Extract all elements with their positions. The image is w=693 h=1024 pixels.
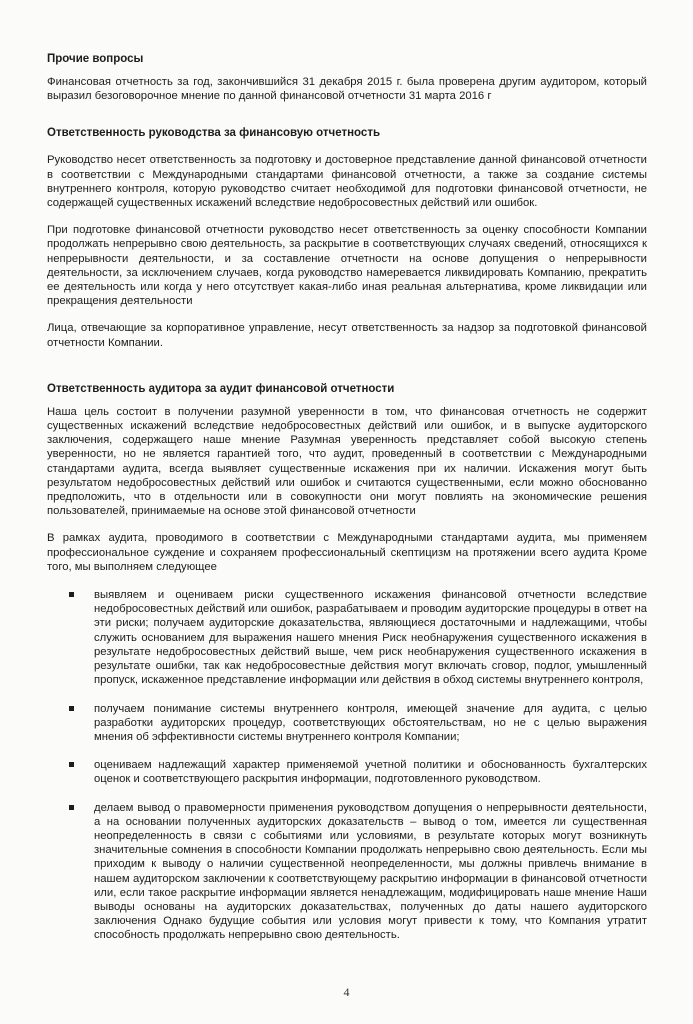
paragraph-governance-oversight: Лица, отвечающие за корпоративное управление, несут ответственность за надзор за подготовкой финансовой отчетности Компании. bbox=[47, 322, 647, 349]
list-item bbox=[47, 588, 647, 687]
bullet-square-icon bbox=[69, 762, 74, 767]
section-heading-auditor-responsibility: Ответственность аудитора за аудит финансовой отчетности bbox=[47, 382, 395, 395]
section-heading-other-matters: Прочие вопросы bbox=[47, 53, 144, 65]
list-item bbox=[47, 801, 647, 943]
document-body bbox=[47, 52, 647, 957]
paragraph-reasonable-assurance: Наша цель состоит в получении разумной уверенности в том, что финансовая отчетность не содержит существенных искажений вследствие недобросовестных действий или ошибок, и в выпуске аудиторского заключения, содержащего наше мнение Разумная уверенность представляет собой высокую степень уверенности, но не является гарантией того, что аудит, проведенный в соответствии с Международными стандартами аудита, всегда выявляет существенные искажения при их наличии. Искажения могут быть результатом недобросовестных действий или ошибок и считаются существенными, если можно обоснованно предположить, что в отдельности или в совокупности они могут повлиять на экономические решения пользователей, принимаемые на основе этой финансовой отчетности bbox=[47, 405, 647, 518]
bullet-square-icon bbox=[69, 706, 74, 711]
bullet-square-icon bbox=[69, 592, 74, 597]
list-item-text: делаем вывод о правомерности применения руководством допущения о непрерывности деятельности, а на основании полученных аудиторских доказательств – вывод о том, имеется ли существенная неопределенность в связи с событиями или условиями, в результате которых могут возникнуть значительные сомнения в способности Компании продолжать непрерывно свою деятельность. Если мы приходим к выводу о наличии существенной неопределенности, мы должны привлечь внимание в нашем аудиторском заключении к соответствующему раскрытию информации в финансовой отчетности или, если такое раскрытие информации является ненадлежащим, модифицировать наше мнение Наши выводы основаны на аудиторских доказательствах, полученных до даты нашего аудиторского заключения Однако будущие события или условия могут привести к тому, что Компания утратит способность продолжать непрерывно свою деятельность. bbox=[94, 801, 647, 942]
list-item-text: оцениваем надлежащий характер применяемой учетной политики и обоснованность бухгалтерских оценок и соответствующего раскрытия информации, подготовленного руководством. bbox=[94, 759, 647, 786]
paragraph-management-preparation: Руководство несет ответственность за подготовку и достоверное представление данной финансовой отчетности в соответствии с Международными стандартами финансовой отчетности, а также за создание системы внутреннего контроля, которую руководство считает необходимой для подготовки финансовой отчетности, не содержащей существенных искажений вследствие недобросовестных действий или ошибок. bbox=[47, 154, 647, 210]
list-item-text: получаем понимание системы внутреннего контроля, имеющей значение для аудита, с целью разработки аудиторских процедур, соответствующих обстоятельствам, но не с целью выражения мнения об эффективности системы внутреннего контроля Компании; bbox=[94, 702, 647, 743]
paragraph-professional-judgement: В рамках аудита, проводимого в соответствии с Международными стандартами аудита, мы применяем профессиональное суждение и сохраняем профессиональный скептицизм на протяжении всего аудита Кроме того, мы выполняем следующее bbox=[47, 532, 647, 573]
paragraph-prior-audit: Финансовая отчетность за год, закончившийся 31 декабря 2015 г. была проверена другим аудитором, который выразил безоговорочное мнение по данной финансовой отчетности 31 марта 2016 г bbox=[47, 76, 647, 103]
list-item bbox=[47, 702, 647, 745]
bullet-square-icon bbox=[69, 805, 74, 810]
page-number: 4 bbox=[343, 985, 350, 999]
section-heading-management-responsibility: Ответственность руководства за финансовую отчетность bbox=[47, 127, 381, 140]
audit-procedures-list bbox=[47, 588, 647, 942]
list-item bbox=[47, 758, 647, 786]
list-item-text: выявляем и оцениваем риски существенного искажения финансовой отчетности вследствие недобросовестных действий или ошибок, разрабатываем и проводим аудиторские процедуры в ответ на эти риски; получаем аудиторские доказательства, являющиеся достаточными и надлежащими, чтобы служить основанием для выражения нашего мнения Риск необнаружения существенного искажения в результате недобросовестных действий выше, чем риск необнаружения существенного искажения в результате ошибки, так как недобросовестные действия могут включать сговор, подлог, умышленный пропуск, искаженное представление информации или действия в обход системы внутреннего контроля, bbox=[94, 589, 647, 687]
paragraph-going-concern: При подготовке финансовой отчетности руководство несет ответственность за оценку способности Компании продолжать непрерывно свою деятельность, за раскрытие в соответствующих случаях сведений, относящихся к непрерывности деятельности, и за составление отчетности на основе допущения о непрерывности деятельности, за исключением случаев, когда руководство намеревается ликвидировать Компанию, прекратить ее деятельность или когда у него отсутствует какая-либо иная реальная альтернатива, кроме ликвидации или прекращения деятельности bbox=[47, 224, 647, 308]
